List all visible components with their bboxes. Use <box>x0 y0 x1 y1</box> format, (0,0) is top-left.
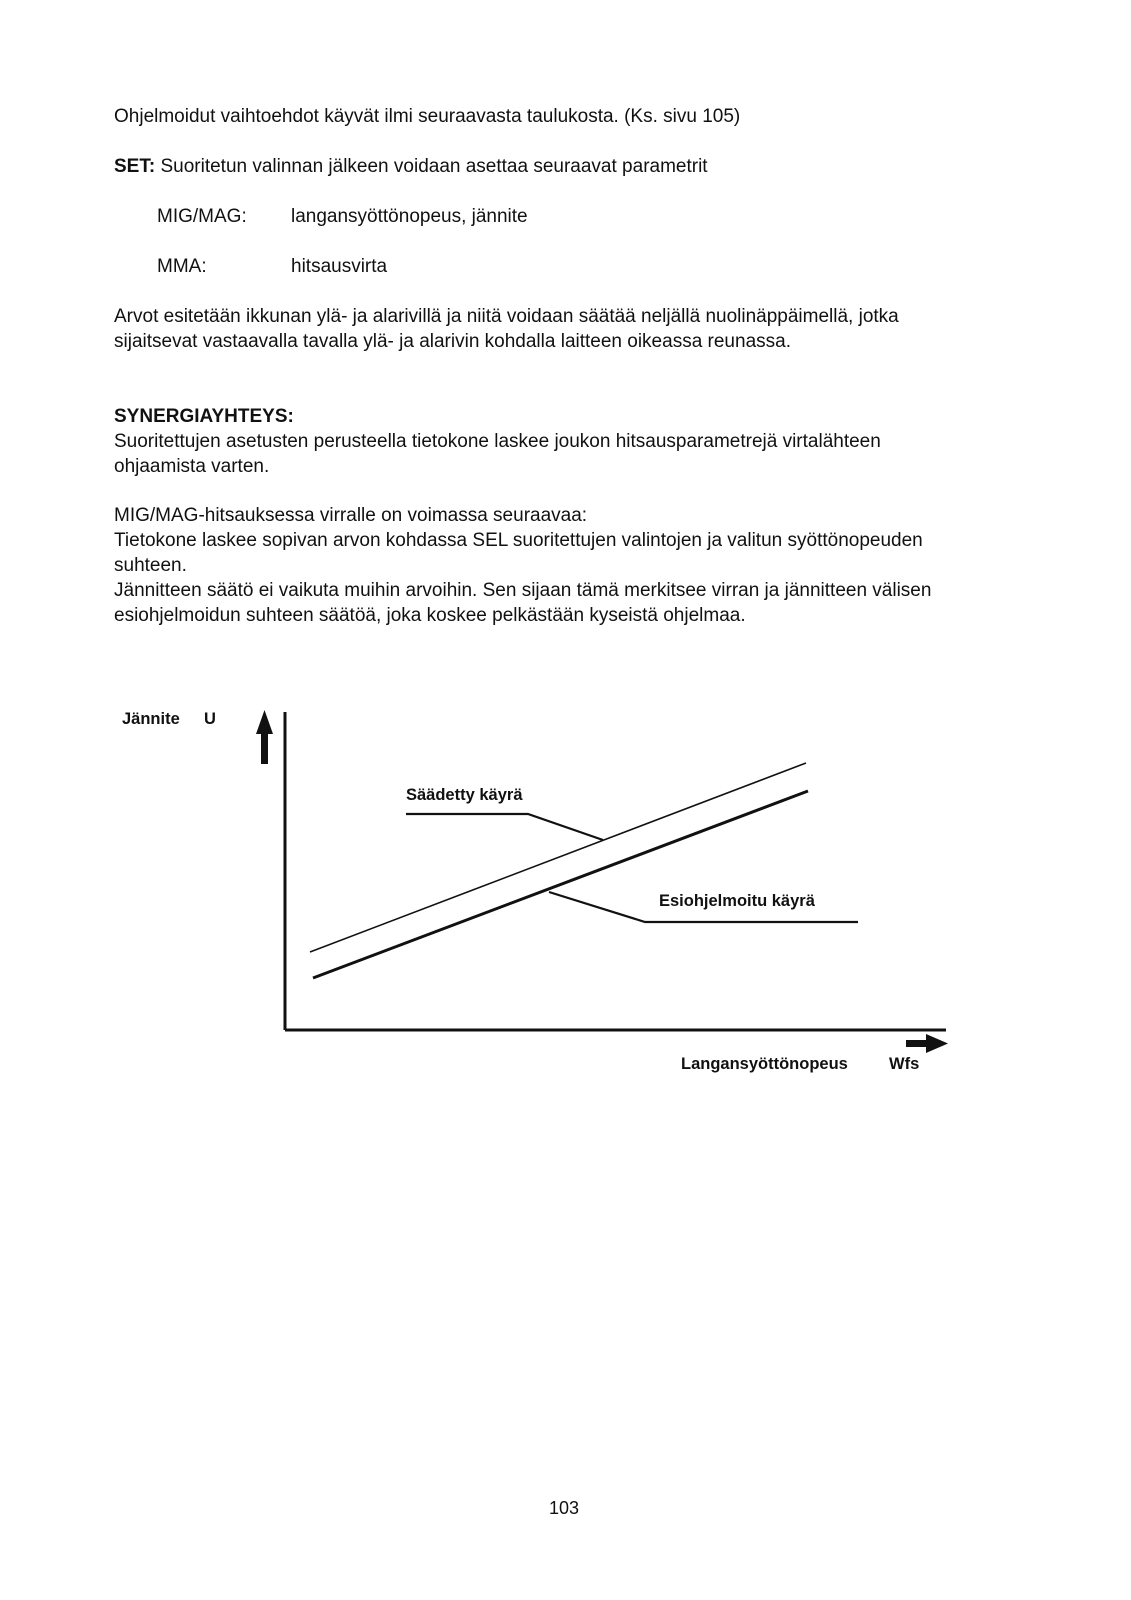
migmag-line-3: suhteen. <box>114 555 187 576</box>
migmag-line-1: MIG/MAG-hitsauksessa virralle on voimassa seuraavaa: <box>114 505 588 526</box>
arvot-line-1: Arvot esitetään ikkunan ylä- ja alarivillä ja niitä voidaan säätää neljällä nuolinäppäimellä, jotka <box>114 306 899 327</box>
x-axis-symbol: Wfs <box>889 1055 920 1073</box>
param-value-migmag: langansyöttönopeus, jännite <box>291 206 528 227</box>
page-number: 103 <box>549 1498 580 1518</box>
adjusted-curve-line <box>310 763 806 952</box>
migmag-line-4: Jännitteen säätö ei vaikuta muihin arvoihin. Sen sijaan tämä merkitsee virran ja jännitteen välisen <box>114 580 932 601</box>
set-text: Suoritetun valinnan jälkeen voidaan asettaa seuraavat parametrit <box>155 156 708 177</box>
migmag-line-2: Tietokone laskee sopivan arvon kohdassa SEL suoritettujen valintojen ja valitun syöttönopeuden <box>114 530 923 551</box>
synergy-line-1: Suoritettujen asetusten perusteella tietokone laskee joukon hitsausparametrejä virtalähteen <box>114 431 881 452</box>
y-axis-arrow-icon <box>256 710 273 764</box>
x-axis-label: Langansyöttönopeus <box>681 1055 848 1073</box>
preprogrammed-curve-label: Esiohjelmoitu käyrä <box>659 892 815 910</box>
y-axis-symbol: U <box>204 710 216 728</box>
param-key-migmag: MIG/MAG: <box>157 206 247 227</box>
adjusted-curve-label: Säädetty käyrä <box>406 786 523 804</box>
preprogrammed-curve-line <box>313 791 808 978</box>
synergy-line-2: ohjaamista varten. <box>114 456 270 477</box>
param-key-mma: MMA: <box>157 256 207 277</box>
arvot-line-2: sijaitsevat vastaavalla tavalla ylä- ja alarivin kohdalla laitteen oikeassa reunassa. <box>114 331 791 352</box>
x-axis-arrow-icon <box>906 1034 948 1053</box>
adjusted-curve-leader <box>406 814 603 840</box>
intro-paragraph: Ohjelmoidut vaihtoehdot käyvät ilmi seuraavasta taulukosta. (Ks. sivu 105) <box>114 106 741 127</box>
param-value-mma: hitsausvirta <box>291 256 388 277</box>
synergy-heading: SYNERGIAYHTEYS: <box>114 406 294 427</box>
migmag-line-5: esiohjelmoidun suhteen säätöä, joka koskee pelkästään kyseistä ohjelmaa. <box>114 605 746 626</box>
y-axis-label: Jännite <box>122 710 180 728</box>
set-label: SET: <box>114 156 156 177</box>
